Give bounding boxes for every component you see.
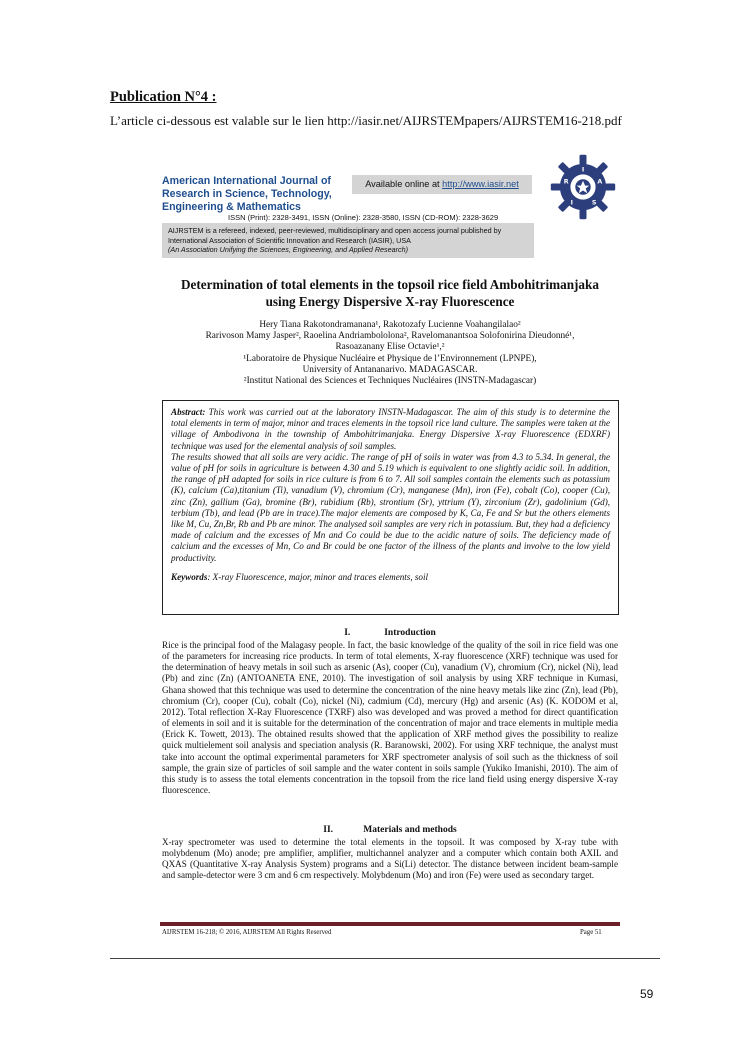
article-title-line: using Energy Dispersive X-ray Fluorescence (265, 294, 515, 309)
journal-url-link[interactable]: http://www.iasir.net (442, 179, 519, 189)
article-title (162, 276, 618, 310)
journal-description-box (162, 223, 534, 258)
section-heading-introduction (162, 628, 618, 638)
publication-title: Publication N°4 : (110, 89, 217, 105)
page-number: 59 (640, 987, 654, 1001)
authors-block (162, 320, 618, 387)
abstract-paragraph: The results showed that all soils are very acidic. The range of pH of soils in water was from 4.3 to 5.34. In general, the value of pH for soils in agriculture is between 4.30 and 5.19 which is equivalent to one slightly acidic soil. In addition, the range of pH adapted for soils in rice culture is from 6 to 7. All soil samples contain the elements such as potassium (K), calcium (Ca),titanium (Ti), vanadium (V), chromium (Cr), manganese (Mn), iron (Fe), cobalt (Co), cooper (Cu), zinc (Zn), gallium (Ga), bromine (Br), rubidium (Rb), strontium (Sr), yttrium (Y), zirconium (Zr), gadolinium (Gd), terbium (Tb), and lead (Pb are in trace).The major elements are composed by K, Ca, Fe and Sr but the others elements like M, Cu, Zn,Br, Rb and Pb are minor. The analysed soil samples are very rich in potassium. But, they had a deficiency made of calcium and the excesses of Mn and Co could be due to the acidic nature of soils. The deficiency made of calcium and the excesses of Mn, Co and Br could be one factor of the illness of the plants and involve to the low yield productivity. (171, 451, 610, 563)
seal-letter: S (591, 199, 597, 207)
section-title: Materials and methods (363, 825, 457, 835)
keywords-text: : X-ray Fluorescence, major, minor and traces elements, soil (207, 571, 429, 582)
journal-description-line: International Association of Scientific Innovation and Research (IASIR), USA (168, 235, 411, 245)
abstract-paragraph: This work was carried out at the laboratory INSTN-Madagascar. The aim of this study is to determine the total elements in term of major, minor and traces elements in the topsoil rice land culture. The samples were taken at the village of Ambodivona in the township of Ambohitrimanjaka. Energy Dispersive X-ray Fluorescence (EDXRF) technique was used for the elemental analysis of soil samples. (171, 407, 610, 451)
abstract-label: Abstract: (171, 407, 206, 417)
journal-name-line: Engineering & Mathematics (162, 201, 301, 213)
materials-body (162, 837, 618, 882)
journal-description-line: AIJRSTEM is a refereed, indexed, peer-reviewed, multidisciplinary and open access journal published by (168, 226, 502, 235)
keywords-label: Keywords (171, 571, 208, 582)
seal-letter: R (563, 178, 569, 186)
available-label: Available online at (365, 179, 443, 189)
seal-letter: A (597, 178, 603, 186)
journal-name-line: Research in Science, Technology, (162, 188, 332, 200)
section-title: Introduction (384, 628, 436, 638)
available-online-box (352, 175, 532, 194)
article-footer-copyright: AIJRSTEM 16-218; © 2016, AIJRSTEM All Rights Reserved (162, 929, 332, 936)
page-divider (110, 958, 660, 959)
section-number: I. (344, 628, 351, 638)
author-line: Rarivoson Mamy Jasper², Raoelina Andriambololona², Ravelomanantsoa Solofonirina Dieudonné¹, (205, 331, 575, 342)
introduction-body (162, 640, 618, 796)
section-number: II. (323, 825, 334, 835)
section-heading-materials (162, 825, 618, 835)
affiliation-line: ¹Laboratoire de Physique Nucléaire et Physique de l’Environnement (LPNPE), (243, 353, 537, 364)
affiliation-line: University of Antananarivo. MADAGASCAR. (302, 364, 478, 375)
issn-line: ISSN (Print): 2328-3491, ISSN (Online): 2328-3580, ISSN (CD-ROM): 2328-3629 (228, 213, 499, 222)
author-line: Rasoazanany Elise Octavie¹,² (335, 342, 445, 353)
author-line: Hery Tiana Rakotondramanana¹, Rakotozafy Lucienne Voahangilalao² (259, 320, 521, 330)
abstract-box (162, 400, 619, 615)
affiliation-line: ²Institut National des Sciences et Techniques Nucléaires (INSTN-Madagascar) (243, 376, 537, 387)
article-footer-bar (160, 922, 620, 926)
body-paragraph: Rice is the principal food of the Malagasy people. In fact, the basic knowledge of the quality of the soil in rice field was one of the parameters for increasing rice products. In term of total elements, X-ray fluorescence (XRF) technique was used for the determination of heavy metals in soil such as arsenic (As), cooper (Cu), vanadium (V), chromium (Cr), nickel (Ni), lead (Pb) and zinc (Zn) (ANTOANETA ENE, 2010). The investigation of soil analysis by using XRF technique in Kumasi, Ghana showed that this technique was used to determine the concentration of the nine heavy metals like zinc (Zn), lead (Pb), chromium (Cr), cooper (Cu), cobalt (Co), nickel (Ni), cadmium (Cd), mercury (Hg) and arsenic (As) (K. KODOM et al, 2012). Total reflection X-Ray Fluorescence (TXRF) also was developed and was proved a method for direct quantification of elements in soil and it is suitable for the determination of the concentration of major and trace elements in multiple media (Erick K. Towett, 2013). The obtained results showed that the application of XRF method gives the possibility to realize quick multielement soil analysis and speciation analysis (R. Baranowski, 2002). For using XRF technique, the analyst must take into account the optimal experimental parameters for XRF spectrometer analysis of soil such as the thickness of soil sample, the grain size of particles of soil sample and the water content in soils sample (Yukiko Imanishi, 2010). The aim of this study is to assess the total elements concentration in the topsoil from the rice land field using energy dispersive X-ray fluorescence. (162, 640, 618, 796)
journal-description-line: (An Association Unifying the Sciences, Engineering, and Applied Research) (168, 245, 408, 254)
article-title-line: Determination of total elements in the topsoil rice field Ambohitrimanjaka (181, 277, 599, 292)
article-footer-page: Page 51 (580, 929, 602, 936)
publication-link-text: L’article ci-dessous est valable sur le lien http://iasir.net/AIJRSTEMpapers/AIJRSTEM16-218.pdf (110, 113, 622, 128)
journal-name (162, 175, 367, 214)
iasir-seal-logo (548, 152, 618, 222)
journal-name-line: American International Journal of (162, 175, 331, 187)
seal-letter: I (570, 199, 573, 207)
body-paragraph: X-ray spectrometer was used to determine the total elements in the topsoil. It was composed by X-ray tube with molybdenum (Mo) anode; pre amplifier, amplifier, multichannel analyzer and a computer which contain both AXIL and QXAS (Quantitative X-ray Analysis System) programs and a Si(Li) detector. The distance between incident beam-sample and sample-detector were 3 cm and 6 cm respectively. Molybdenum (Mo) and iron (Fe) were used as secondary target. (162, 837, 618, 881)
seal-letter: I (581, 166, 585, 174)
